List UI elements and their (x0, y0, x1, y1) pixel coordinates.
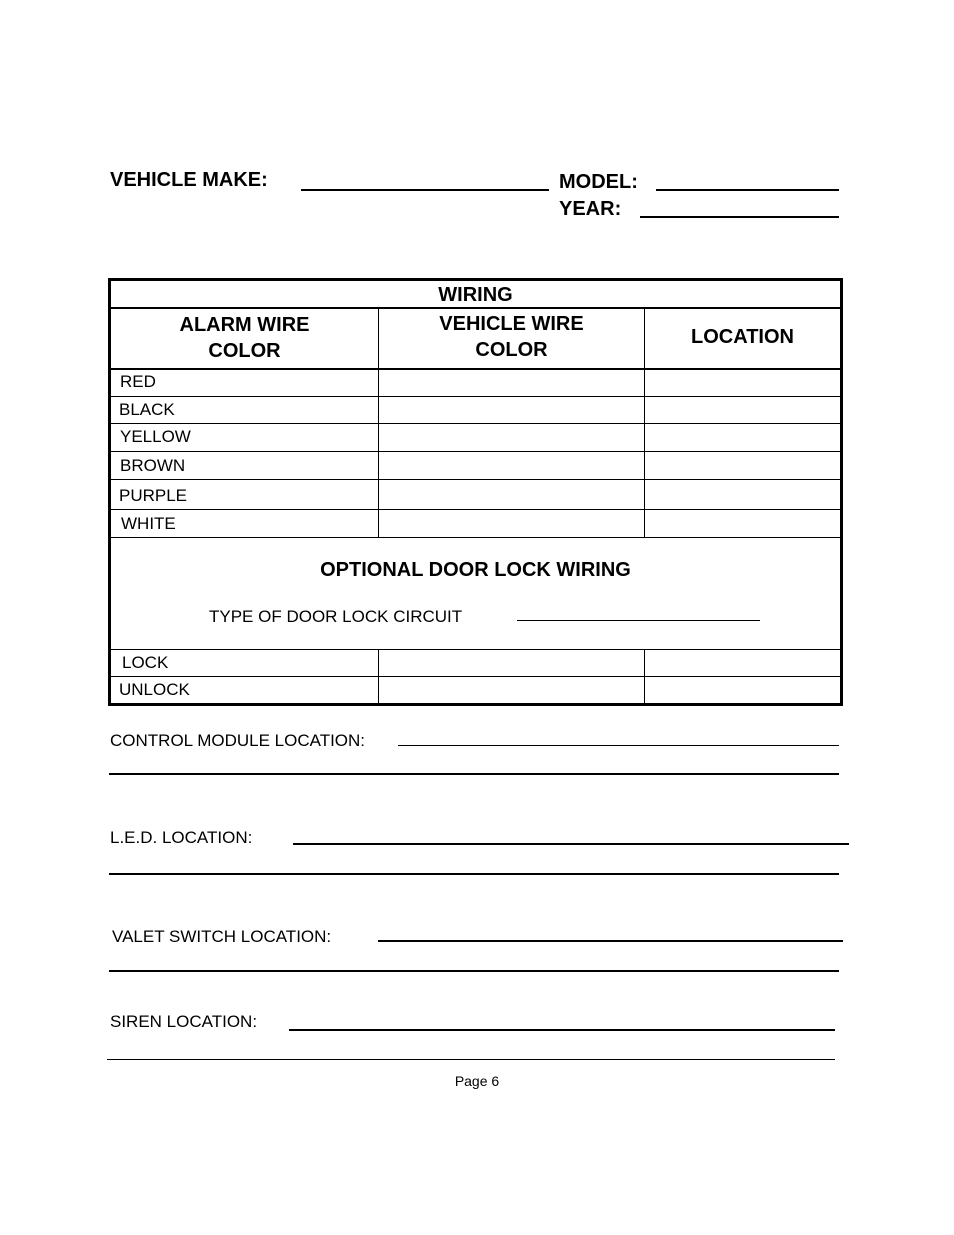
row-divider (111, 509, 840, 510)
row-label-purple: PURPLE (119, 486, 188, 505)
valet-switch-location-blank[interactable] (378, 940, 843, 942)
year-label: YEAR: (559, 198, 622, 220)
row-label-unlock: UNLOCK (119, 680, 190, 699)
wiring-title: WIRING (438, 284, 513, 306)
page-number: Page 6 (454, 1073, 500, 1089)
row-divider (111, 479, 840, 480)
control-module-location-blank-2[interactable] (109, 773, 839, 775)
model-blank[interactable] (656, 189, 839, 191)
row-divider (111, 537, 840, 538)
column-header-vehicle-wire-color: VEHICLE WIRE COLOR (439, 313, 584, 361)
column-header-alarm-wire-color: ALARM WIRE COLOR (179, 314, 310, 362)
row-divider (111, 676, 840, 677)
vehicle-make-label: VEHICLE MAKE: (110, 169, 268, 191)
column-divider (644, 369, 645, 537)
row-label-lock: LOCK (122, 653, 169, 672)
valet-switch-location-blank-2[interactable] (109, 970, 839, 972)
row-label-brown: BROWN (120, 456, 186, 475)
valet-switch-location-label: VALET SWITCH LOCATION: (112, 927, 332, 946)
wiring-table (108, 278, 843, 706)
led-location-blank-2[interactable] (109, 873, 839, 875)
column-divider (378, 650, 379, 703)
row-label-white: WHITE (121, 514, 176, 533)
column-divider (378, 308, 379, 369)
row-label-yellow: YELLOW (120, 427, 191, 446)
row-divider (111, 649, 840, 650)
led-location-blank[interactable] (293, 843, 849, 845)
column-header-location: LOCATION (691, 326, 794, 348)
column-divider (644, 650, 645, 703)
year-blank[interactable] (640, 216, 839, 218)
model-label: MODEL: (559, 171, 638, 193)
door-lock-circuit-blank[interactable] (517, 620, 760, 621)
table-divider (111, 368, 840, 370)
column-divider (378, 369, 379, 537)
footer-rule (107, 1059, 835, 1060)
control-module-location-label: CONTROL MODULE LOCATION: (110, 731, 366, 750)
row-label-red: RED (120, 372, 156, 391)
row-label-black: BLACK (119, 400, 175, 419)
control-module-location-blank[interactable] (398, 745, 839, 746)
column-divider (644, 308, 645, 369)
table-divider (111, 307, 840, 309)
door-lock-circuit-label: TYPE OF DOOR LOCK CIRCUIT (209, 607, 463, 626)
row-divider (111, 451, 840, 452)
row-divider (111, 396, 840, 397)
led-location-label: L.E.D. LOCATION: (110, 828, 253, 847)
siren-location-blank[interactable] (289, 1029, 835, 1031)
row-divider (111, 423, 840, 424)
siren-location-label: SIREN LOCATION: (110, 1012, 258, 1031)
vehicle-make-blank[interactable] (301, 189, 549, 191)
door-lock-title: OPTIONAL DOOR LOCK WIRING (320, 559, 631, 581)
